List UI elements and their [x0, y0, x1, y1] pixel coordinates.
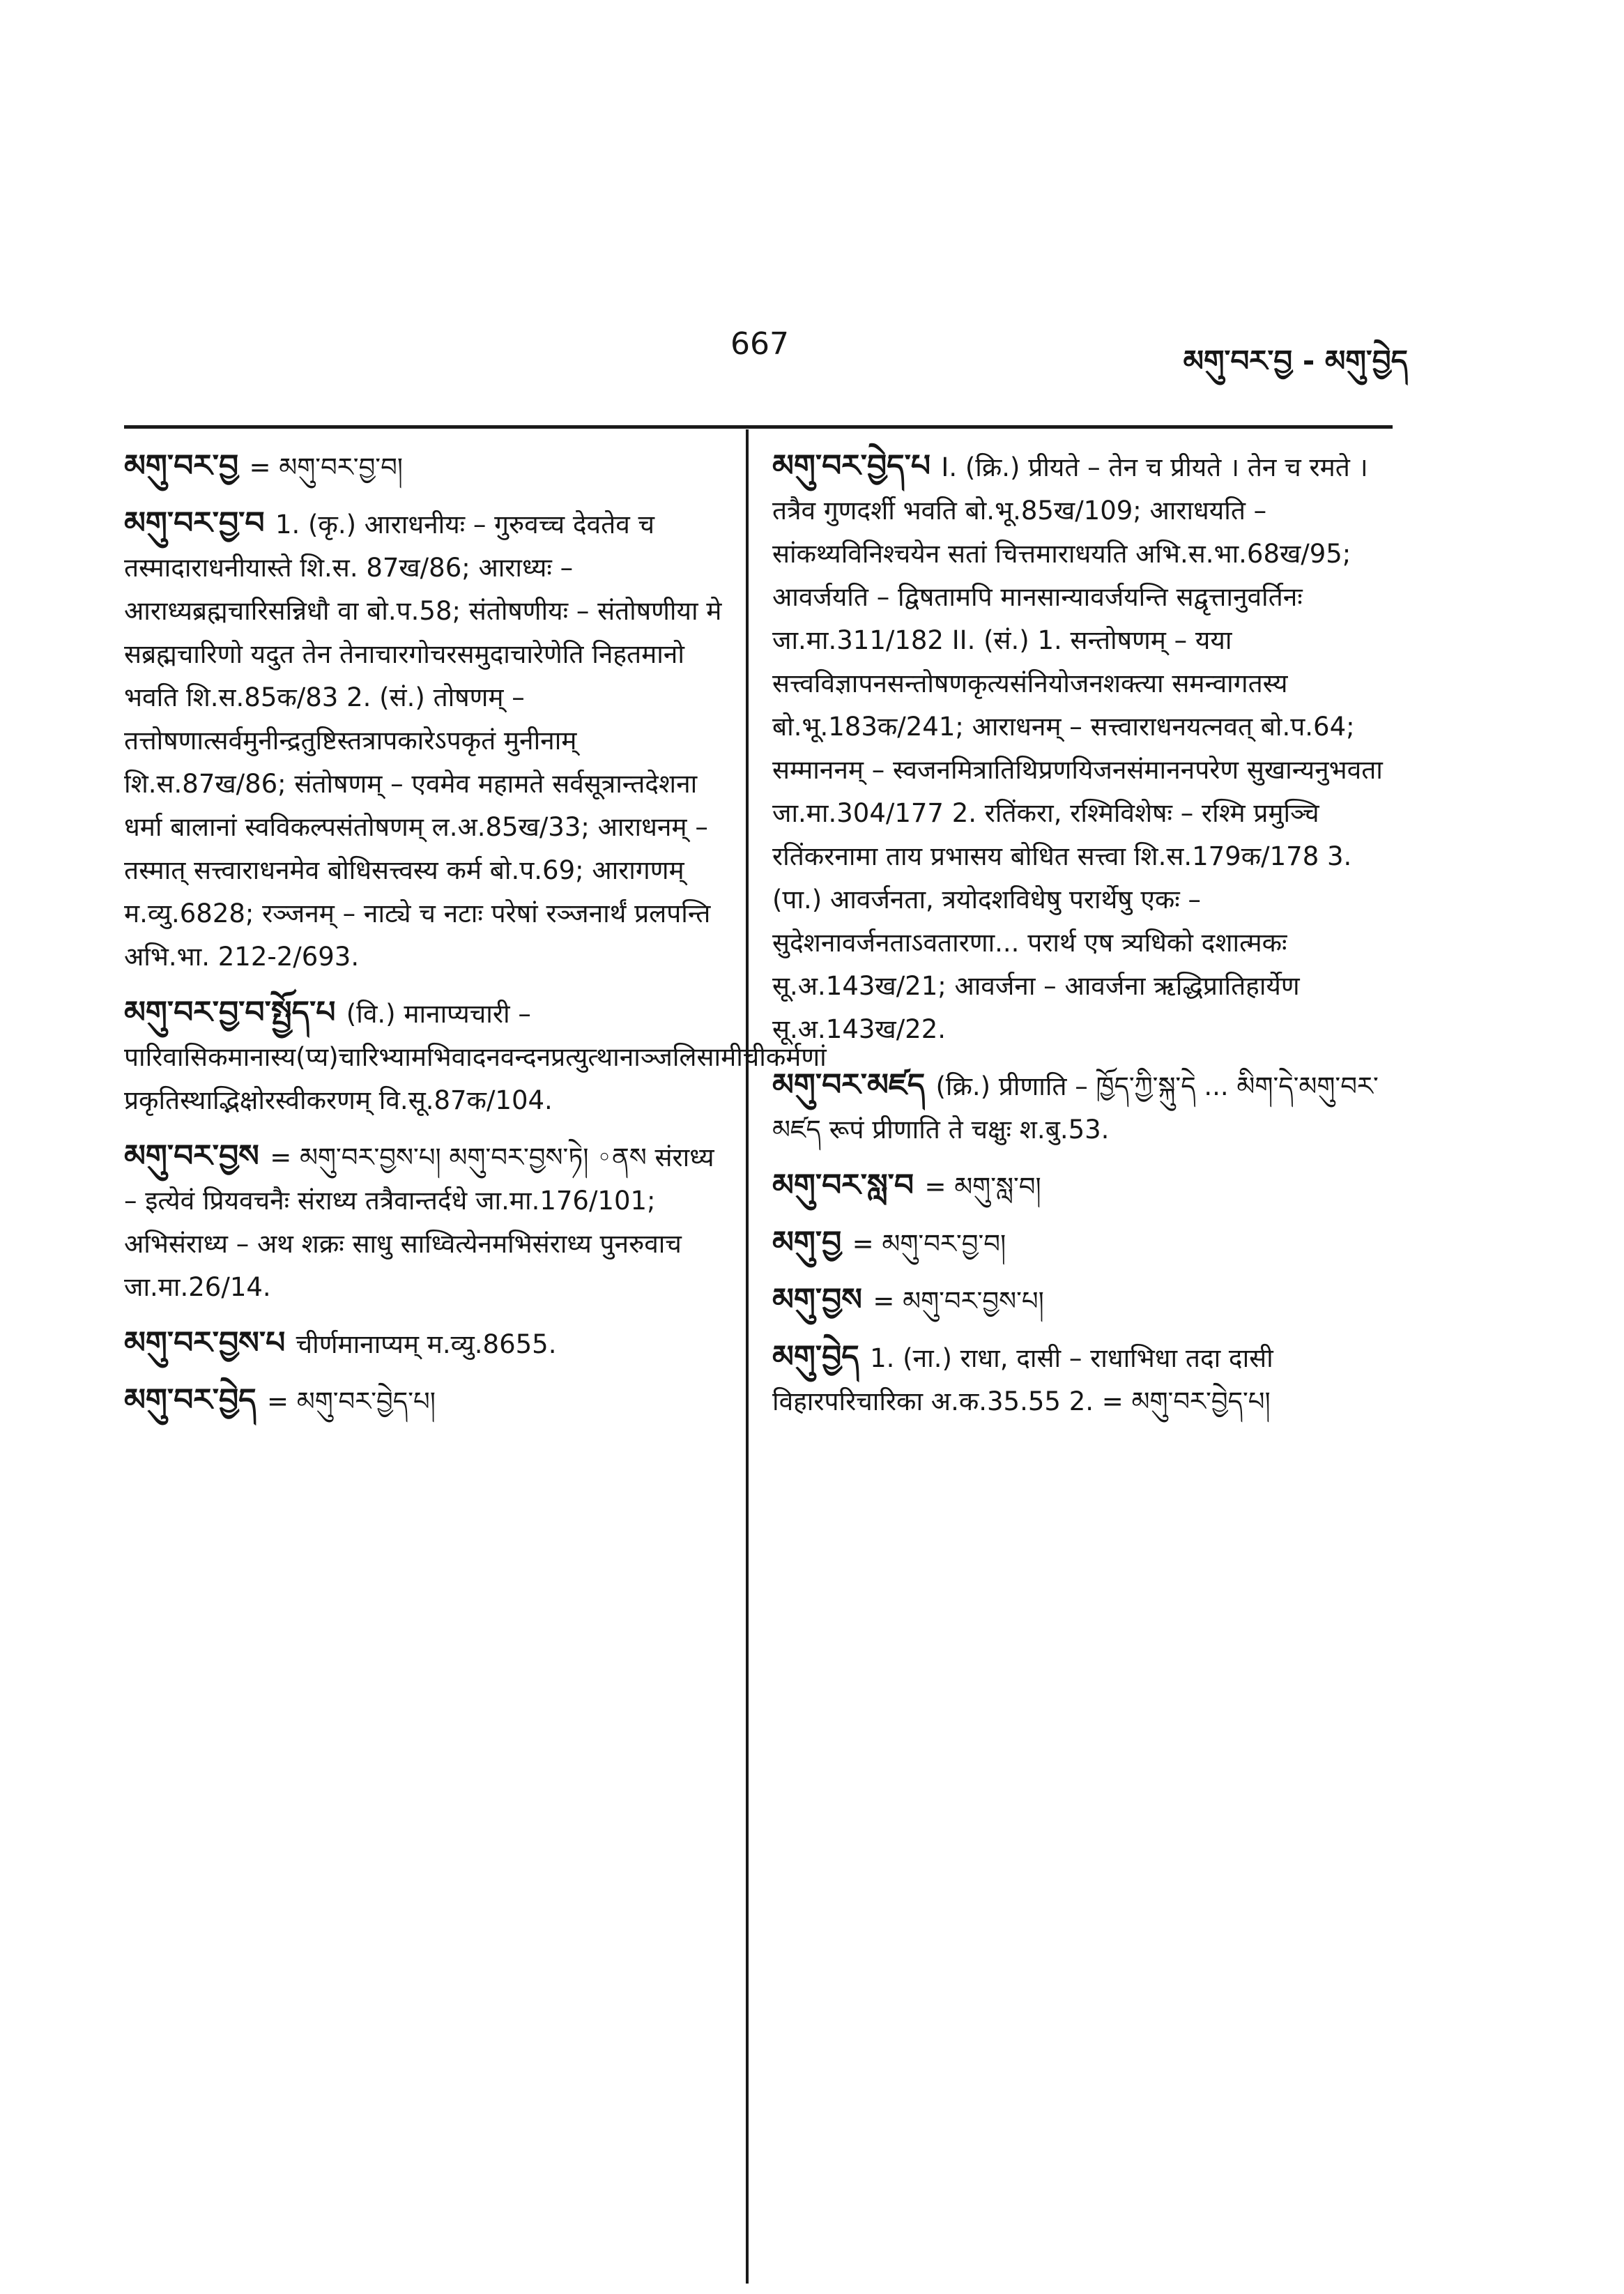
- entry-headword: མགུ་བྱས: [772, 1282, 873, 1317]
- entry-headword: མགུ་བར་བྱེད་པ: [772, 448, 942, 484]
- running-head: མགུ་བར་བྱ - མགུ་བྱེད: [1183, 344, 1408, 378]
- header-rule: [124, 425, 1393, 429]
- entry-body: = མགུ་བར་བྱས་པ།: [873, 1286, 1044, 1316]
- dictionary-entry: [124, 1322, 723, 1366]
- entry-body: (क्रि.) प्रीणाति – ཁྱོད་ཀྱི་སྐུ་དེ ... མིག་དེ་མགུ་བར་མཛད रूपं प्रीणाति ते चक्षुः श.बु.53.: [772, 1071, 1379, 1145]
- entry-body: चीर्णमानाप्यम् म.व्यु.8655.: [296, 1329, 557, 1359]
- column-divider: [746, 429, 749, 2284]
- dictionary-entry: [772, 1164, 1386, 1209]
- entry-body: I. (क्रि.) प्रीयते – तेन च प्रीयते । तेन च रमते । तत्रैव गुणदर्शी भवति बो.भू.85ख/109; आराधयति – सांकथ्यविनिश्चयेन सतां चित्तमाराधयति अभि.स.भा.68ख/95; आवर्जयति – द्विषतामपि मानसान्यावर्जयन्ति सद्वृत्तानुवर्तिनः जा.मा.311/182 II. (सं.) 1. सन्तोषणम् – यया सत्त्वविज्ञापनसन्तोषणकृत्यसंनियोजनशक्त्या समन्वागतस्य बो.भू.183क/241; आराधनम् – सत्त्वाराधनयत्नवत् बो.प.64; सम्माननम् – स्वजनमित्रातिथिप्रणयिजनसंमाननपरेण सुखान्यनुभवता जा.मा.304/177 2. रतिंकरा, रश्मिविशेषः – रश्मि प्रमुञ्चि रतिंकरनामा ताय प्रभासय बोधित सत्त्वा शि.स.179क/178 3. (पा.) आवर्जनता, त्रयोदशविधेषु परार्थेषु एकः – सुदेशनावर्जनताऽवतारणा... परार्थ एष त्र्यधिको दशात्मकः सू.अ.143ख/21; आवर्जना – आवर्जना ऋद्धिप्रातिहार्येण सू.अ.143ख/22.: [772, 452, 1383, 1044]
- dictionary-entry: [772, 1064, 1386, 1152]
- dictionary-entry: [124, 1135, 723, 1309]
- entry-body: (वि.) मानाप्यचारी – पारिवासिकमानास्य(प्य)चारिभ्यामभिवादनवन्दनप्रत्युत्थानाञ्जलिसामीचीकर्मणां प्रकृतिस्थाद्भिक्षोरस्वीकरणम् वि.सू.87क/104.: [124, 999, 827, 1115]
- entry-headword: མགུ་བར་བྱས་པ: [124, 1325, 296, 1361]
- entry-headword: མགུ་བར་བྱེད: [124, 1382, 267, 1418]
- entry-headword: མགུ་བར་བྱ་བ: [124, 505, 275, 541]
- dictionary-entry: [124, 502, 723, 979]
- entry-body: = མགུ་བར་བྱེད་པ།: [266, 1386, 436, 1416]
- entry-body: = མགུ་བར་བྱས་པ། མགུ་བར་བྱས་ཏེ། ◦ནས संराध्य – इत्येवं प्रियवचनैः संराध्य तत्रैवान्तर्दधे जा.मा.176/101; अभिसंराध्य – अथ शक्रः साधु साध्वित्येनमभिसंराध्य पुनरुवाच जा.मा.26/14.: [124, 1142, 714, 1302]
- entry-headword: མགུ་བར་བྱས: [124, 1138, 270, 1174]
- entry-body: 1. (ना.) राधा, दासी – राधाभिधा तदा दासी विहारपरिचारिका अ.क.35.55 2. = མགུ་བར་བྱེད་པ།: [772, 1343, 1273, 1416]
- entry-headword: མགུ་བར་མཛད: [772, 1067, 936, 1103]
- dictionary-entry: [124, 1379, 723, 1423]
- page-number: 667: [730, 326, 789, 362]
- dictionary-entry: [772, 1221, 1386, 1266]
- dictionary-entry: [124, 991, 827, 1122]
- entry-headword: མགུ་བྱེད: [772, 1339, 871, 1375]
- dictionary-entry: [772, 1336, 1386, 1423]
- entry-body: = མགུ་བར་བྱ་བ།: [852, 1229, 1006, 1259]
- entry-headword: མགུ་བར་བྱ: [124, 448, 250, 484]
- dictionary-entry: [772, 445, 1386, 1051]
- entry-body: = མགུ་སླ་བ།: [924, 1172, 1041, 1202]
- entry-headword: མགུ་བྱ: [772, 1225, 852, 1260]
- right-column: [772, 445, 1386, 1436]
- entry-headword: མགུ་བར་བྱ་བ་སྤྱོད་པ: [124, 995, 346, 1030]
- entry-body: = མགུ་བར་བྱ་བ།: [249, 452, 403, 482]
- dictionary-entry: [772, 1278, 1386, 1323]
- entry-headword: མགུ་བར་སླ་བ: [772, 1168, 925, 1203]
- entry-body: 1. (कृ.) आराधनीयः – गुरुवच्च देवतेव च तस्मादाराधनीयास्ते शि.स. 87ख/86; आराध्यः – आराध्यब्रह्मचारिसन्निधौ वा बो.प.58; संतोषणीयः – संतोषणीया मे सब्रह्मचारिणो यदुत तेन तेनाचारगोचरसमुदाचारेणेति निहतमानो भवति शि.स.85क/83 2. (सं.) तोषणम् – तत्तोषणात्सर्वमुनीन्द्रतुष्टिस्तत्रापकारेऽपकृतं मुनीनाम् शि.स.87ख/86; संतोषणम् – एवमेव महामते सर्वसूत्रान्तदेशना धर्मा बालानां स्वविकल्पसंतोषणम् ल.अ.85ख/33; आराधनम् – तस्मात् सत्त्वाराधनमेव बोधिसत्त्वस्य कर्म बो.प.69; आरागणम् म.व्यु.6828; रञ्जनम् – नाट्ये च नटाः परेषां रञ्जनार्थं प्रलपन्ति अभि.भा. 212-2/693.: [124, 510, 722, 972]
- dictionary-entry: [124, 445, 723, 489]
